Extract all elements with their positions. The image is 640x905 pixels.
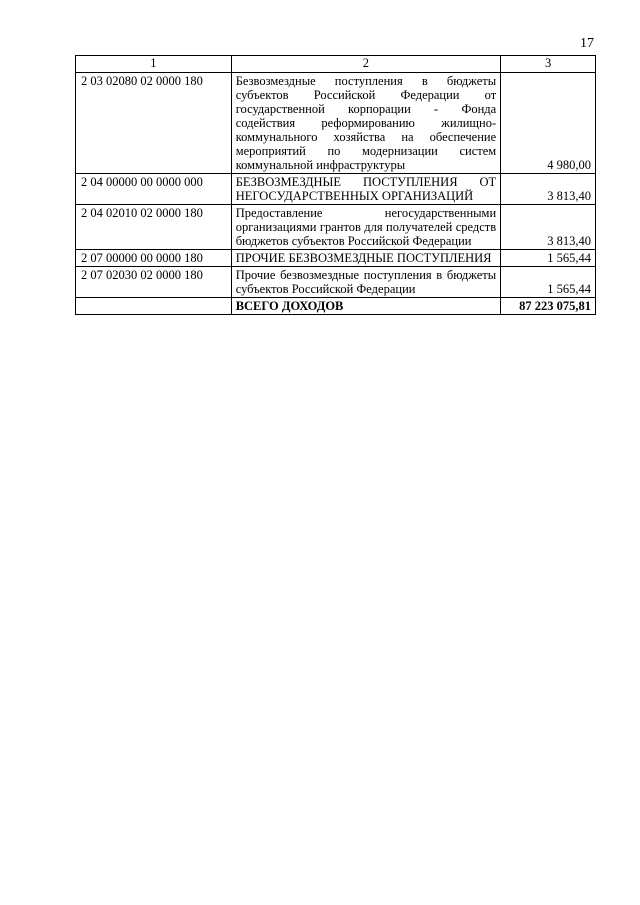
row-name: БЕЗВОЗМЕЗДНЫЕ ПОСТУПЛЕНИЯ ОТ НЕГОСУДАРСТВЕННЫХ ОРГАНИЗАЦИЙ bbox=[231, 174, 500, 205]
row-code: 2 03 02080 02 0000 180 bbox=[76, 73, 232, 174]
table-row bbox=[76, 205, 596, 250]
row-sum: 3 813,40 bbox=[501, 174, 596, 205]
total-code bbox=[76, 298, 232, 315]
row-code: 2 07 02030 02 0000 180 bbox=[76, 267, 232, 298]
row-code: 2 04 02010 02 0000 180 bbox=[76, 205, 232, 250]
page-number: 17 bbox=[580, 36, 594, 51]
total-label: ВСЕГО ДОХОДОВ bbox=[231, 298, 500, 315]
row-name: Предоставление негосударственными организациями грантов для получателей средств бюджетов субъектов Российской Федерации bbox=[231, 205, 500, 250]
column-header-sum: 3 bbox=[501, 56, 596, 73]
row-sum: 4 980,00 bbox=[501, 73, 596, 174]
row-code: 2 04 00000 00 0000 000 bbox=[76, 174, 232, 205]
table-row bbox=[76, 250, 596, 267]
column-header-name: 2 bbox=[231, 56, 500, 73]
table-row bbox=[76, 174, 596, 205]
revenue-table bbox=[75, 55, 596, 315]
row-name: Прочие безвозмездные поступления в бюджеты субъектов Российской Федерации bbox=[231, 267, 500, 298]
column-header-code: 1 bbox=[76, 56, 232, 73]
row-name: ПРОЧИЕ БЕЗВОЗМЕЗДНЫЕ ПОСТУПЛЕНИЯ bbox=[231, 250, 500, 267]
table-row bbox=[76, 73, 596, 174]
row-sum: 1 565,44 bbox=[501, 250, 596, 267]
table-row bbox=[76, 267, 596, 298]
total-row bbox=[76, 298, 596, 315]
table-header-row bbox=[76, 56, 596, 73]
row-sum: 1 565,44 bbox=[501, 267, 596, 298]
total-sum: 87 223 075,81 bbox=[501, 298, 596, 315]
row-code: 2 07 00000 00 0000 180 bbox=[76, 250, 232, 267]
row-name: Безвозмездные поступления в бюджеты субъектов Российской Федерации от государственной корпорации - Фонда содействия реформированию жилищно-коммунального хозяйства на обеспечение мероприятий по модернизации систем коммунальной инфраструктуры bbox=[231, 73, 500, 174]
row-sum: 3 813,40 bbox=[501, 205, 596, 250]
